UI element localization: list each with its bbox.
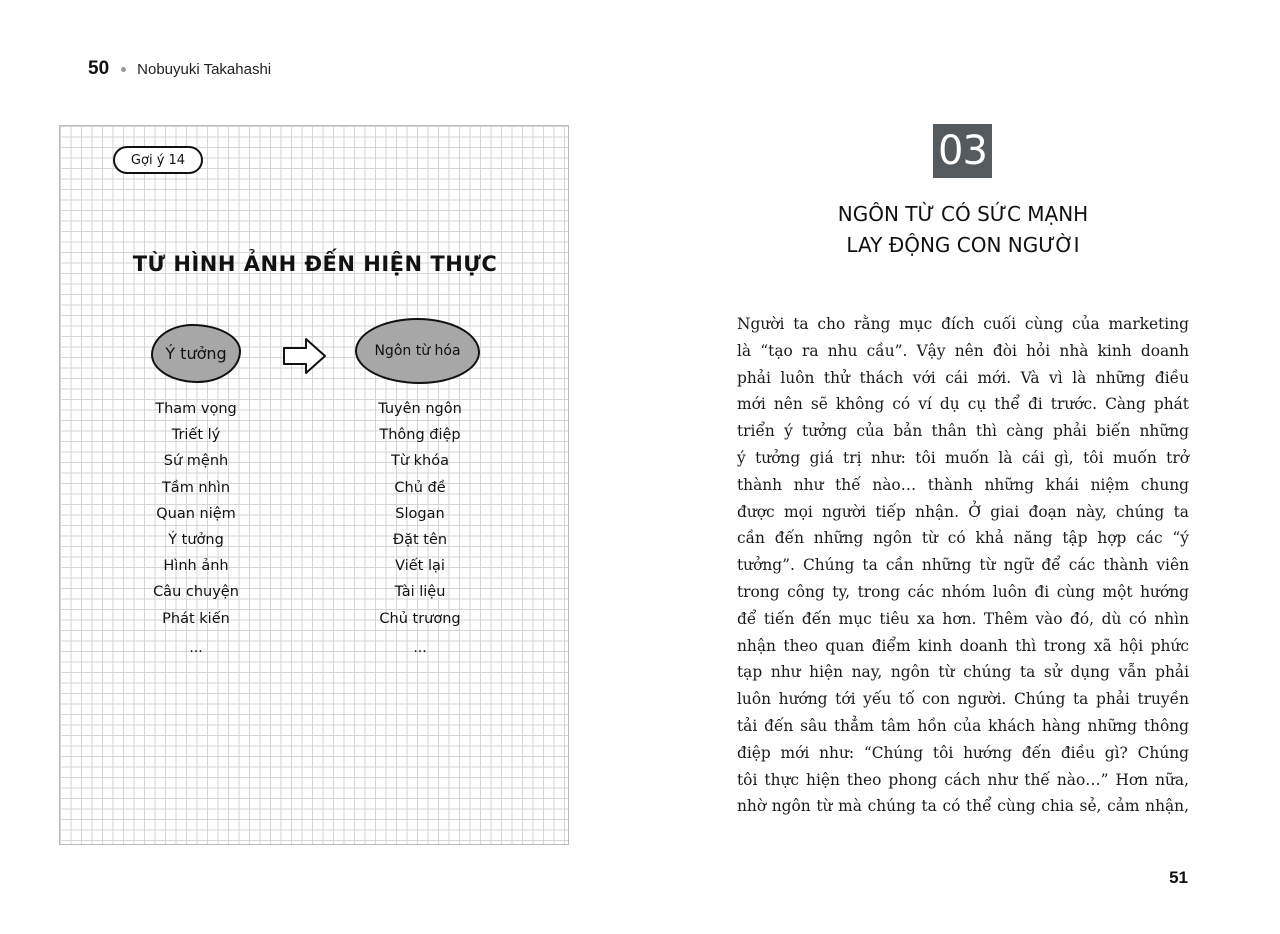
idea-term: Tầm nhìn <box>161 479 231 496</box>
idea-term: Quan niệm <box>156 505 236 522</box>
verbal-list-ellipsis: ... <box>413 639 427 656</box>
diagram-title: TỪ HÌNH ẢNH ĐẾN HIỆN THỰC <box>132 252 498 276</box>
idea-term: Tham vọng <box>155 401 237 417</box>
chapter-title-line: LAY ĐỘNG CON NGƯỜI <box>846 233 1080 257</box>
verbal-term: Chủ đề <box>394 479 446 496</box>
body-line: để tiến đến mục tiêu xa hơn. Thêm vào đó, dù có nhìn <box>737 609 1189 628</box>
idea-diagram-panel <box>59 125 569 845</box>
verbal-term: Slogan <box>395 505 445 522</box>
body-line: Người ta cho rằng mục đích cuối cùng của marketing <box>737 315 1189 333</box>
chapter-title <box>763 199 1163 261</box>
idea-term: Câu chuyện <box>153 584 239 601</box>
body-line: điệp mới như: “Chúng tôi hướng đến điều gì? Chúng <box>737 743 1189 762</box>
body-line: trong công ty, trong các nhóm luôn đi cùng một hướng <box>737 582 1189 601</box>
body-line: tạp như hiện nay, ngôn từ chúng ta sử dụng vẫn phải <box>737 663 1189 682</box>
idea-term: Ý tưởng <box>168 531 224 548</box>
hint-badge: Gợi ý 14 <box>113 146 203 174</box>
verbal-term: Từ khóa <box>391 453 449 470</box>
body-line: luôn hướng tới yếu tố con người. Chúng ta phải truyền <box>737 690 1189 709</box>
right-arrow-icon <box>282 336 328 376</box>
body-line: tôi thực hiện theo phong cách như thế nào…” Hơn nữa, <box>737 770 1189 789</box>
idea-term-list <box>106 396 286 656</box>
body-line: mới nên sẽ không có ví dụ cụ thể đi trước. Càng phát <box>737 395 1189 414</box>
verbal-term: Viết lại <box>395 558 445 575</box>
body-line: ý tưởng giá trị như: tôi muốn là cái gì, tôi muốn trở <box>737 448 1189 467</box>
body-line: nhờ ngôn từ mà chúng ta có thể cùng chia sẻ, cảm nhận, <box>737 797 1189 816</box>
body-line: được mọi người tiếp nhận. Ở giai đoạn này, chúng ta <box>737 502 1189 521</box>
idea-term: Triết lý <box>171 427 221 444</box>
body-line: là “tạo ra nhu cầu”. Vậy nên đòi hỏi nhà kinh doanh <box>737 341 1189 360</box>
running-header <box>88 58 271 80</box>
author-name: Nobuyuki Takahashi <box>137 60 272 78</box>
body-line: tải đến sâu thẳm tâm hồn của khách hàng những thông <box>737 716 1189 735</box>
idea-term: Hình ảnh <box>163 558 229 575</box>
body-line: nhận theo quan điểm kinh doanh thì trong xã hội phức <box>737 636 1189 655</box>
verbal-term: Đặt tên <box>392 531 448 548</box>
idea-bubble-label: Ý tưởng <box>165 344 227 363</box>
verbalize-bubble <box>355 318 480 384</box>
body-line: phải luôn thử thách với cái mới. Và vì là những điều <box>737 368 1189 387</box>
idea-term: Sứ mệnh <box>163 453 229 470</box>
body-line: tưởng”. Chúng ta cần những từ ngữ để các thành viên <box>737 556 1189 575</box>
idea-list-ellipsis: ... <box>189 639 203 656</box>
page-number-right: 51 <box>1169 868 1188 887</box>
verbal-term: Tuyên ngôn <box>378 401 462 417</box>
chapter-title-line: NGÔN TỪ CÓ SỨC MẠNH <box>837 202 1089 226</box>
separator-dot-icon <box>121 67 126 72</box>
chapter-number: 03 <box>933 124 992 178</box>
verbal-term: Tài liệu <box>394 584 446 601</box>
body-line: triển ý tưởng của bản thân thì càng phải biến những <box>737 422 1189 441</box>
body-paragraph <box>737 311 1189 820</box>
verbal-term-list <box>330 396 510 656</box>
idea-bubble <box>151 324 241 383</box>
verbal-term: Chủ trương <box>379 610 461 627</box>
idea-term: Phát kiến <box>162 610 230 627</box>
body-line: cần đến những ngôn từ có khả năng tập hợp các “ý <box>737 529 1189 548</box>
body-line: thành như thế nào… thành những khái niệm chung <box>737 475 1189 494</box>
page-number-left: 50 <box>88 58 110 79</box>
verbalize-bubble-label: Ngôn từ hóa <box>374 343 461 359</box>
verbal-term: Thông điệp <box>379 427 461 444</box>
